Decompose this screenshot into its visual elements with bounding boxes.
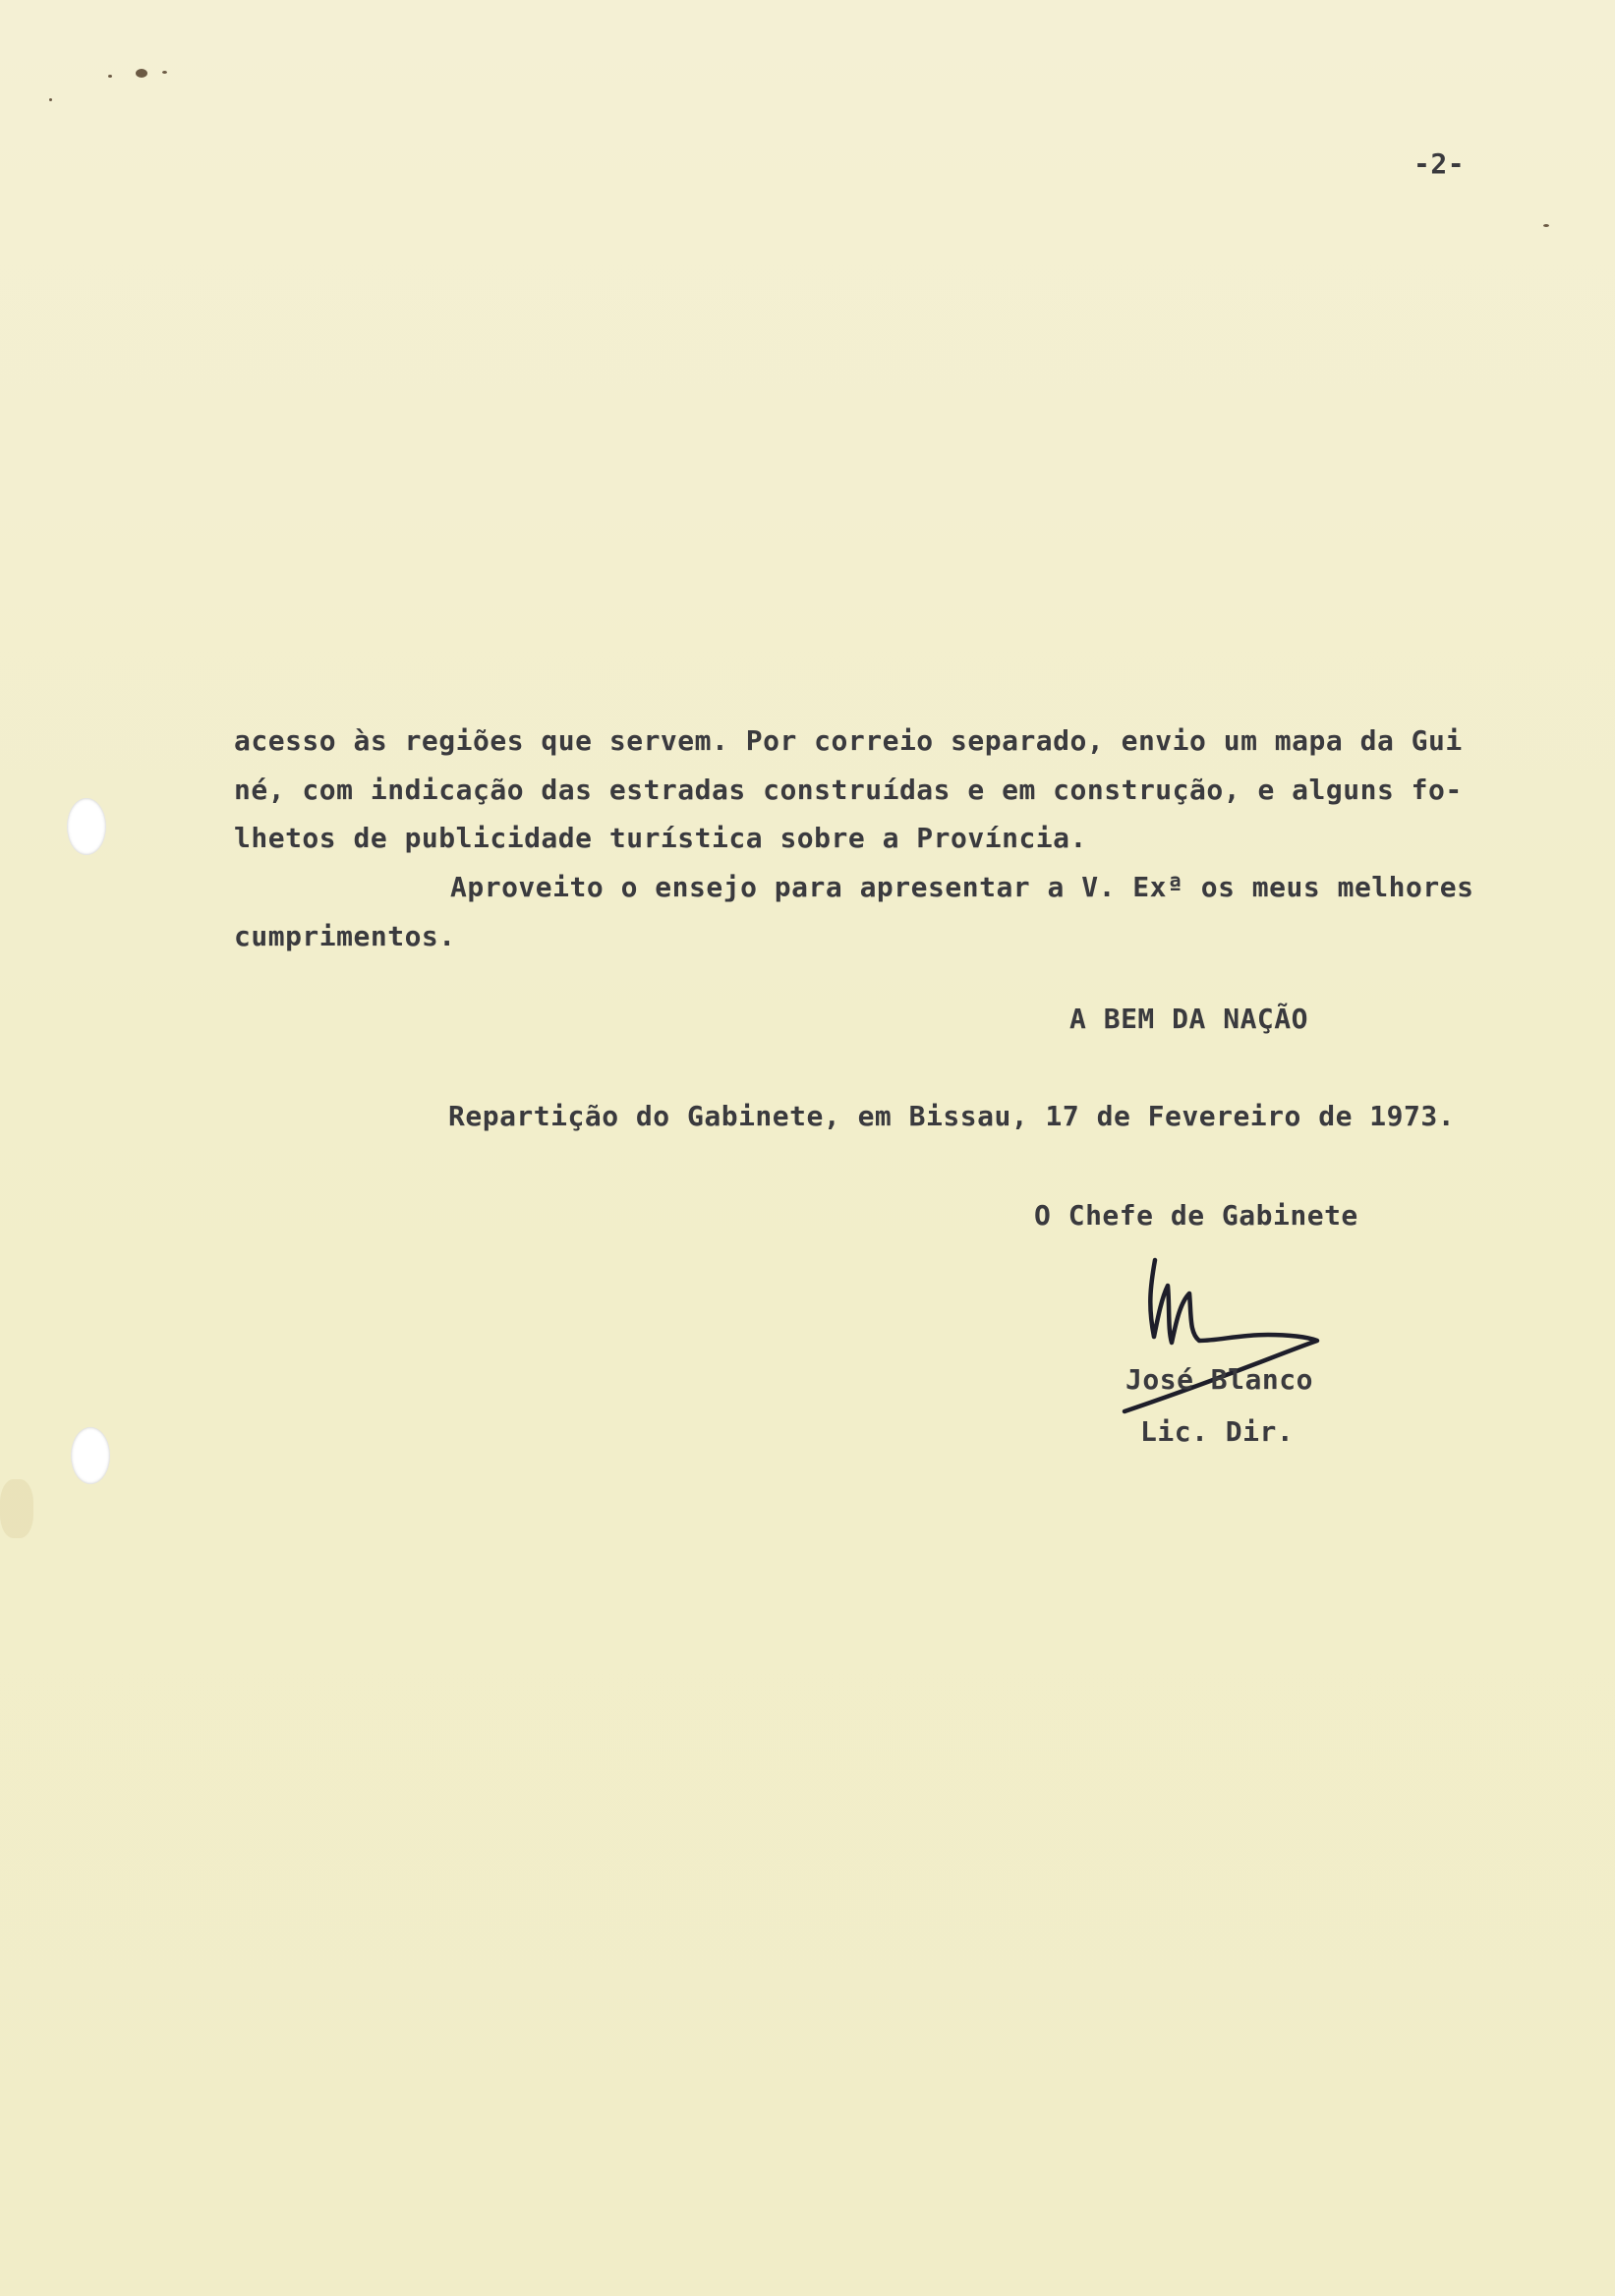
body-line: lhetos de publicidade turística sobre a Província. — [234, 822, 1087, 854]
ink-speck — [1543, 224, 1549, 227]
ink-speck — [162, 71, 167, 74]
signatory-degree: Lic. Dir. — [1140, 1415, 1295, 1448]
punch-hole — [71, 1427, 110, 1484]
body-line: né, com indicação das estradas construídas e em construção, e alguns fo- — [234, 774, 1463, 806]
place-date: Repartição do Gabinete, em Bissau, 17 de Fevereiro de 1973. — [448, 1100, 1456, 1132]
punch-hole — [67, 798, 106, 855]
ink-speck — [49, 98, 52, 101]
ink-speck — [108, 75, 112, 78]
page-number: -2- — [1413, 147, 1466, 180]
paper-stain — [0, 1479, 33, 1538]
motto: A BEM DA NAÇÃO — [1069, 1003, 1309, 1035]
closing-line: cumprimentos. — [234, 920, 456, 952]
closing-line: Aproveito o ensejo para apresentar a V. Exª os meus melhores — [450, 871, 1474, 903]
ink-speck — [136, 69, 147, 78]
body-line: acesso às regiões que servem. Por correio separado, envio um mapa da Gui — [234, 724, 1463, 757]
signatory-title: O Chefe de Gabinete — [1034, 1199, 1358, 1232]
signatory-name: José Blanco — [1125, 1363, 1313, 1396]
